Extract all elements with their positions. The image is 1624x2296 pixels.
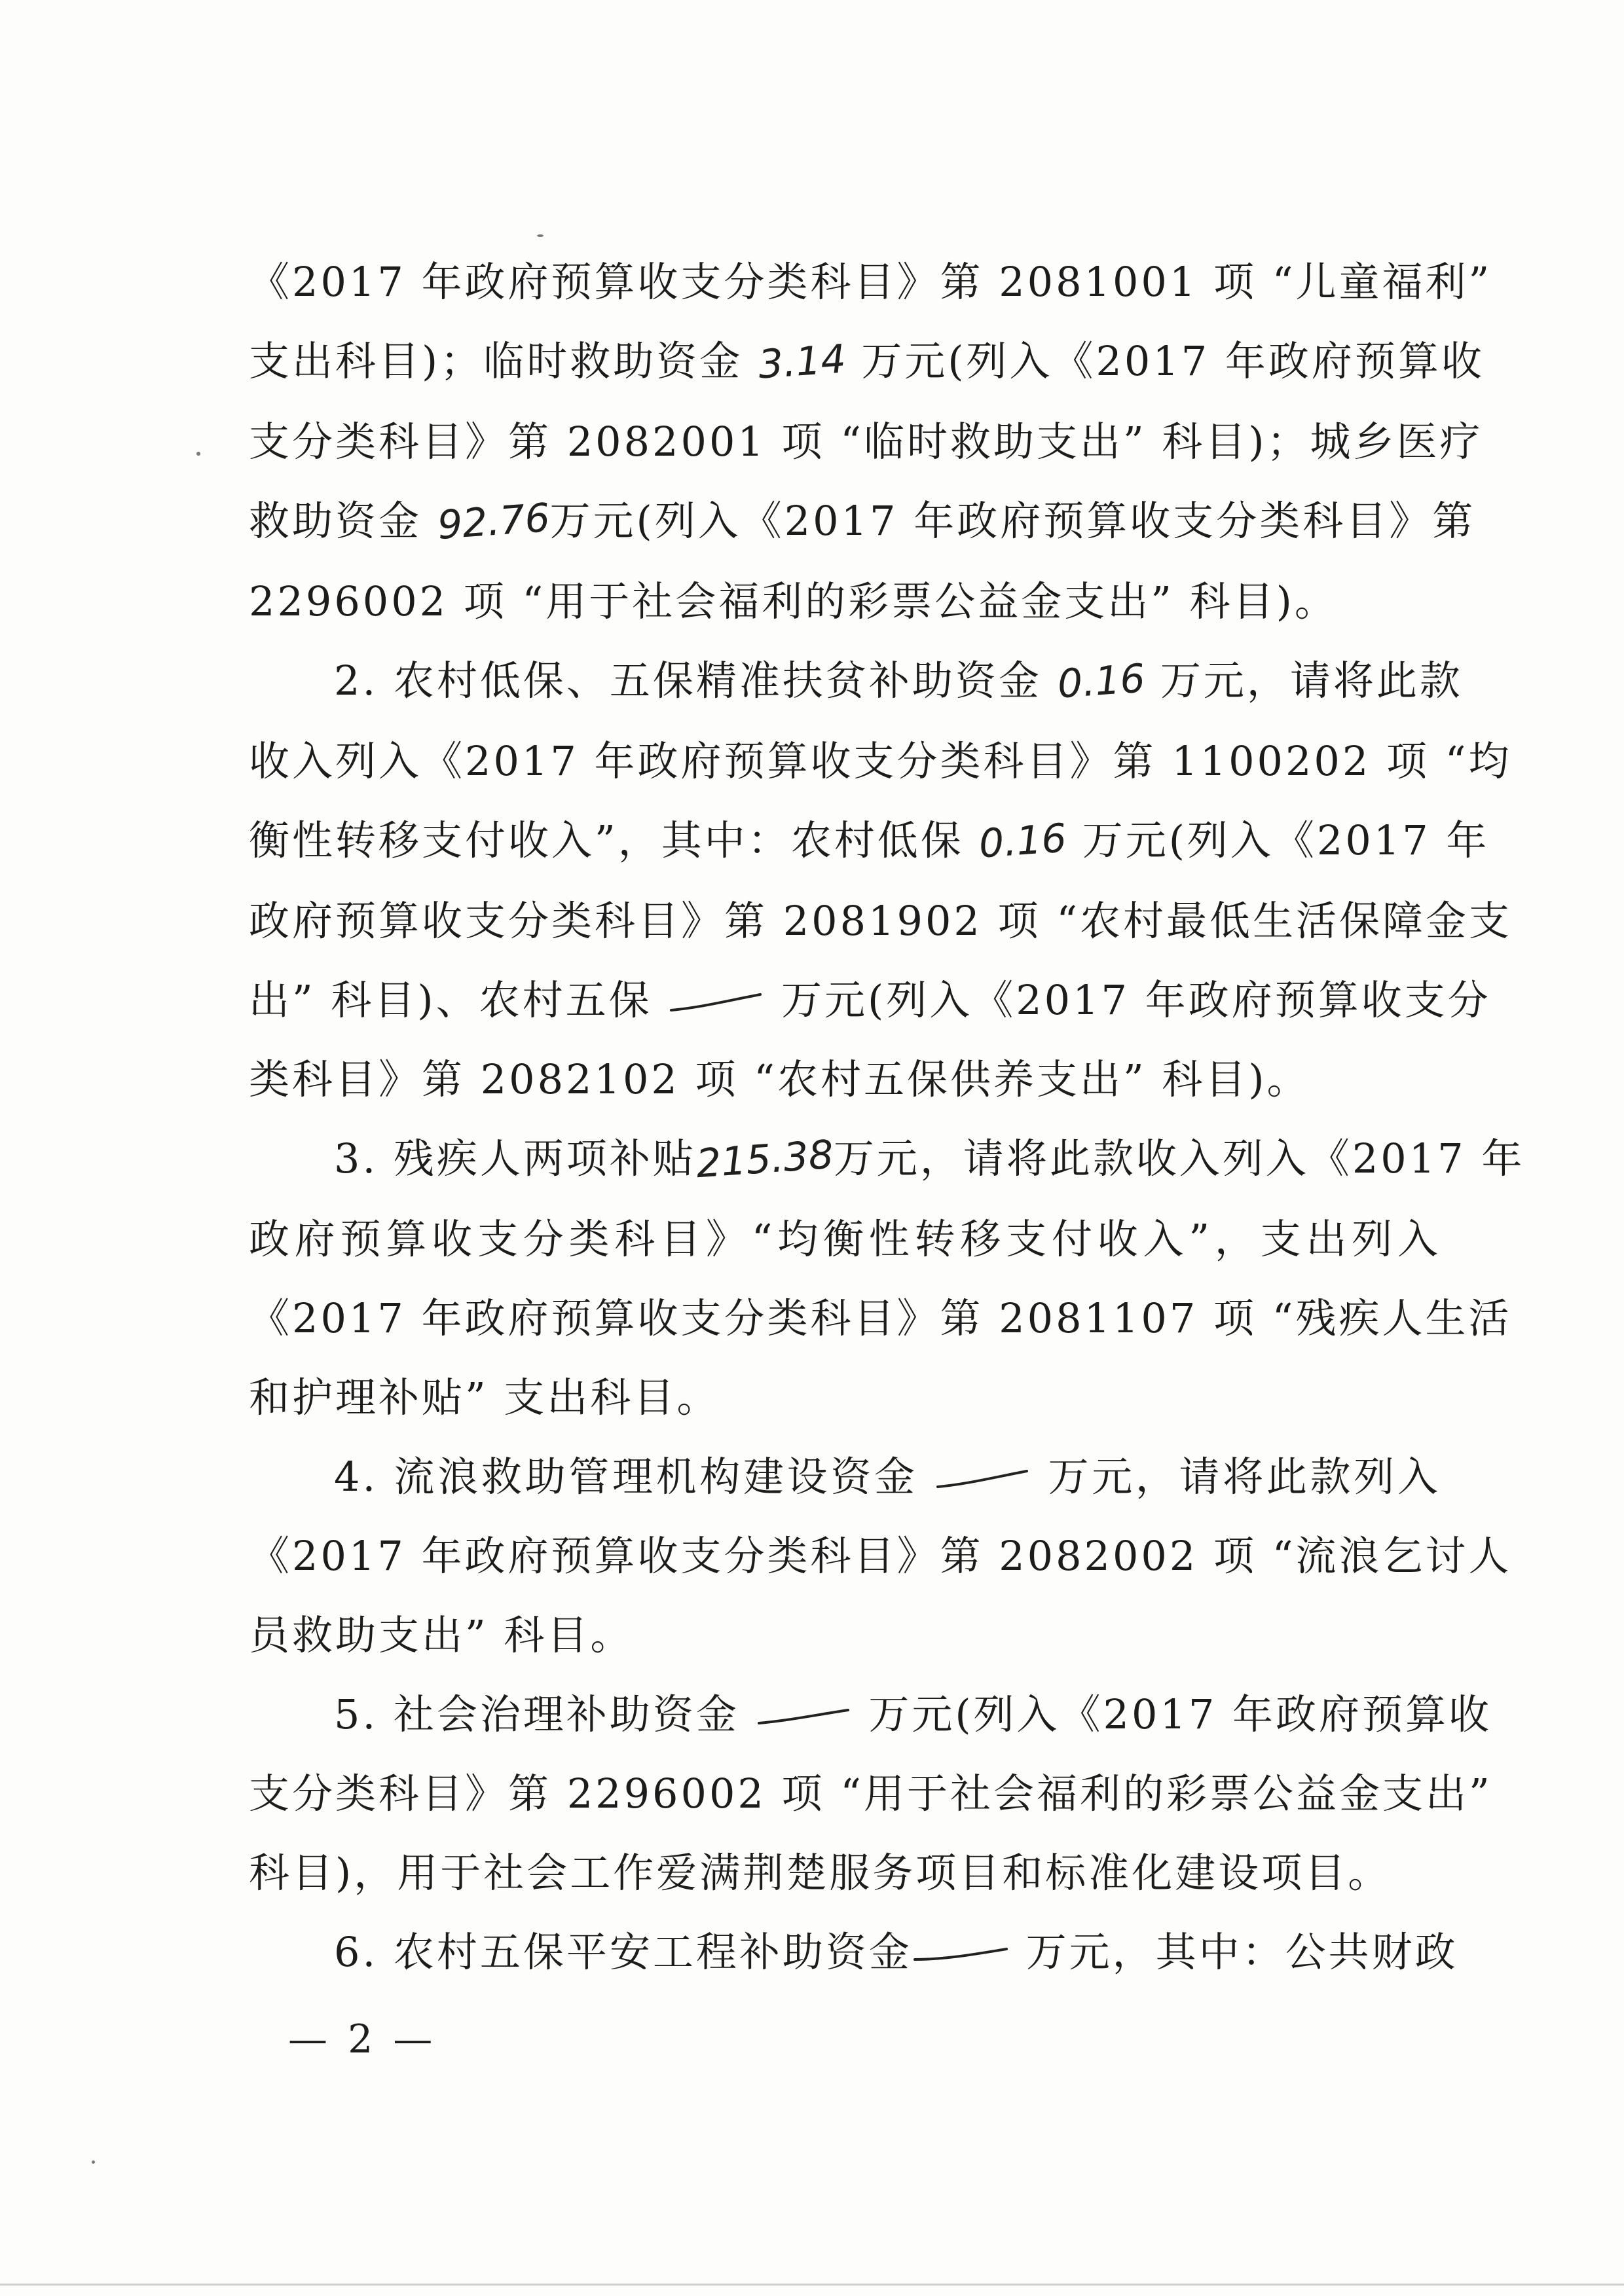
text-segment: 出” 科目)、农村五保 <box>249 976 652 1024</box>
handwritten-dash-mark <box>912 1942 1010 1969</box>
text-line <box>249 641 1463 721</box>
text-line: 政府预算收支分类科目》“均衡性转移支付收入”，支出列入 <box>249 1215 1441 1263</box>
text-segment: 万元，请将此款 <box>1160 657 1463 704</box>
handwritten-amount: 215.38 <box>694 1131 835 1188</box>
text-segment: 万元(列入《2017 年政府预算收 <box>861 337 1485 385</box>
text-segment: 衡性转移支付收入”，其中：农村低保 <box>249 816 964 864</box>
text-segment: 万元，其中：公共财政 <box>1025 1928 1458 1976</box>
text-segment: 万元(列入《2017 年政府预算收支分 <box>781 976 1491 1024</box>
handwritten-dash-mark <box>667 991 766 1017</box>
paragraph-5 <box>249 1675 1492 1912</box>
text-line: 《2017 年政府预算收支分类科目》第 2081107 项 “残疾人生活 <box>249 1294 1512 1342</box>
text-segment: 万元(列入《2017 年政府预算收支分类科目》第 <box>549 497 1476 545</box>
handwritten-amount: 0.16 <box>978 815 1069 867</box>
text-line: 《2017 年政府预算收支分类科目》第 2081001 项 “儿童福利” <box>249 258 1492 306</box>
scan-edge-line <box>0 2284 1624 2286</box>
text-line <box>249 1912 1458 1992</box>
text-segment: 3. 残疾人两项补贴 <box>334 1135 696 1182</box>
text-line <box>249 960 1491 1040</box>
text-line: 收入列入《2017 年政府预算收支分类科目》第 1100202 项 “均 <box>249 737 1512 785</box>
text-line: 员救助支出” 科目。 <box>249 1611 634 1659</box>
text-line: 《2017 年政府预算收支分类科目》第 2082002 项 “流浪乞讨人 <box>249 1532 1512 1580</box>
text-line: 支分类科目》第 2082001 项 “临时救助支出” 科目)；城乡医疗 <box>249 418 1483 465</box>
paragraph-1-continued <box>249 242 1492 641</box>
text-segment: 万元(列入《2017 年政府预算收 <box>868 1690 1492 1738</box>
text-line <box>249 321 1485 402</box>
handwritten-amount: 0.16 <box>1056 655 1147 708</box>
text-line <box>249 1675 1492 1754</box>
paragraph-2 <box>249 641 1512 1119</box>
handwritten-dash-mark <box>934 1467 1032 1493</box>
paragraph-3 <box>249 1119 1525 1437</box>
text-line <box>249 801 1490 881</box>
text-segment: 6. 农村五保平安工程补助资金 <box>334 1928 912 1976</box>
text-segment: 2. 农村低保、五保精准扶贫补助资金 <box>334 657 1042 704</box>
handwritten-dash-mark <box>755 1705 853 1731</box>
text-line <box>249 1119 1525 1199</box>
paragraph-6 <box>249 1912 1458 1992</box>
document-body <box>249 242 1525 1992</box>
text-line <box>249 481 1476 562</box>
text-segment: 5. 社会治理补助资金 <box>334 1690 739 1738</box>
text-segment: 4. 流浪救助管理机构建设资金 <box>334 1453 918 1501</box>
scan-speck <box>537 234 544 237</box>
text-line: 类科目》第 2082102 项 “农村五保供养支出” 科目)。 <box>249 1055 1310 1103</box>
text-segment: 支出科目)；临时救助资金 <box>249 337 743 385</box>
page-number: — 2 — <box>288 2016 437 2062</box>
text-line: 科目)，用于社会工作爱满荆楚服务项目和标准化建设项目。 <box>249 1849 1392 1897</box>
paragraph-4 <box>249 1437 1512 1675</box>
text-line: 2296002 项 “用于社会福利的彩票公益金支出” 科目)。 <box>249 577 1338 625</box>
text-line <box>249 1437 1441 1516</box>
text-segment: 万元，请将此款列入 <box>1048 1453 1441 1501</box>
text-line: 和护理补贴” 支出科目。 <box>249 1374 720 1421</box>
handwritten-amount: 92.76 <box>435 495 551 549</box>
scan-speck <box>92 2160 95 2164</box>
text-segment: 万元，请将此款收入列入《2017 年 <box>833 1135 1525 1182</box>
scan-speck <box>196 452 200 456</box>
handwritten-amount: 3.14 <box>756 336 847 388</box>
text-segment: 救助资金 <box>249 497 422 545</box>
text-line: 支分类科目》第 2296002 项 “用于社会福利的彩票公益金支出” <box>249 1770 1492 1817</box>
text-line: 政府预算收支分类科目》第 2081902 项 “农村最低生活保障金支 <box>249 897 1512 945</box>
text-segment: 万元(列入《2017 年 <box>1082 816 1490 864</box>
